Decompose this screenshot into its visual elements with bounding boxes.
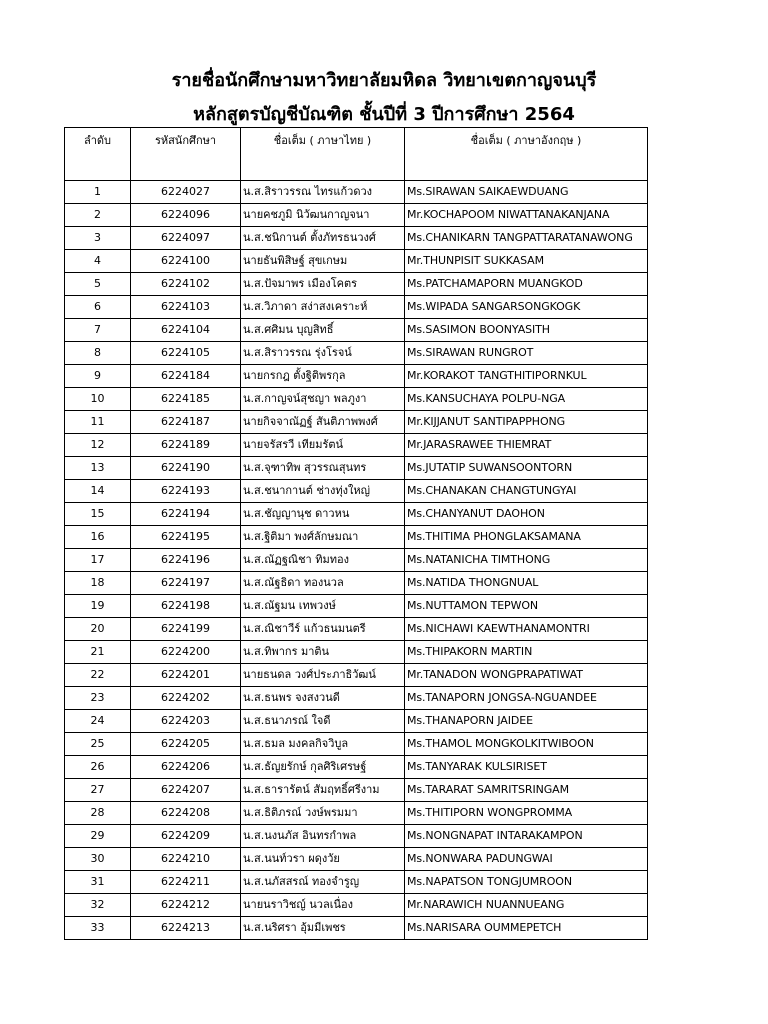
row-order: 19 xyxy=(65,595,131,618)
row-order: 11 xyxy=(65,411,131,434)
row-student-id: 6224187 xyxy=(131,411,241,434)
row-student-id: 6224185 xyxy=(131,388,241,411)
row-thai-name: น.ส.ณัฏฐณิชา ทิมทอง xyxy=(241,549,405,572)
row-order: 24 xyxy=(65,710,131,733)
row-thai-name: น.ส.นภัสสรณ์ ทองจำรูญ xyxy=(241,871,405,894)
row-order: 4 xyxy=(65,250,131,273)
table-row xyxy=(65,549,648,572)
row-thai-name: น.ส.ธิติภรณ์ วงษ์พรมมา xyxy=(241,802,405,825)
row-english-name: Ms.THITIMA PHONGLAKSAMANA xyxy=(405,526,648,549)
row-thai-name: น.ส.ธมล มงคลกิจวิบูล xyxy=(241,733,405,756)
row-order: 23 xyxy=(65,687,131,710)
table-header-row xyxy=(65,128,648,181)
table-row xyxy=(65,917,648,940)
row-thai-name: น.ส.ณัฐธิดา ทองนวล xyxy=(241,572,405,595)
table-row xyxy=(65,526,648,549)
row-thai-name: นายนราวิชญ์ นวลเนื่อง xyxy=(241,894,405,917)
table-row xyxy=(65,572,648,595)
row-order: 29 xyxy=(65,825,131,848)
row-english-name: Ms.NATANICHA TIMTHONG xyxy=(405,549,648,572)
row-thai-name: น.ส.ชนากานต์ ช่างทุ่งใหญ่ xyxy=(241,480,405,503)
row-student-id: 6224196 xyxy=(131,549,241,572)
row-english-name: Ms.THAMOL MONGKOLKITWIBOON xyxy=(405,733,648,756)
table-row xyxy=(65,894,648,917)
row-order: 33 xyxy=(65,917,131,940)
table-row xyxy=(65,618,648,641)
row-order: 27 xyxy=(65,779,131,802)
table-row xyxy=(65,756,648,779)
row-student-id: 6224103 xyxy=(131,296,241,319)
header-thai-name: ชื่อเต็ม ( ภาษาไทย ) xyxy=(241,128,405,181)
row-thai-name: น.ส.ชัญญานุช ดาวหน xyxy=(241,503,405,526)
row-english-name: Ms.NAPATSON TONGJUMROON xyxy=(405,871,648,894)
row-thai-name: น.ส.ธัญยรักษ์ กุลศิริเศรษฐ์ xyxy=(241,756,405,779)
row-order: 21 xyxy=(65,641,131,664)
row-student-id: 6224027 xyxy=(131,181,241,204)
row-thai-name: นายกรกฎ ตั้งฐิติพรกุล xyxy=(241,365,405,388)
row-english-name: Ms.NICHAWI KAEWTHANAMONTRI xyxy=(405,618,648,641)
row-thai-name: น.ส.นนท์วรา ผดุงวัย xyxy=(241,848,405,871)
row-thai-name: น.ส.ทิพากร มาติน xyxy=(241,641,405,664)
row-student-id: 6224189 xyxy=(131,434,241,457)
row-order: 26 xyxy=(65,756,131,779)
row-order: 3 xyxy=(65,227,131,250)
row-order: 8 xyxy=(65,342,131,365)
row-order: 16 xyxy=(65,526,131,549)
row-english-name: Mr.NARAWICH NUANNUEANG xyxy=(405,894,648,917)
row-thai-name: น.ส.ฐิติมา พงศ์ลักษมณา xyxy=(241,526,405,549)
row-thai-name: น.ส.กาญจน์สุชญา พลภูงา xyxy=(241,388,405,411)
row-thai-name: น.ส.ณัฐมน เทพวงษ์ xyxy=(241,595,405,618)
table-row xyxy=(65,687,648,710)
row-order: 18 xyxy=(65,572,131,595)
header-student-id: รหัสนักศึกษา xyxy=(131,128,241,181)
table-row xyxy=(65,411,648,434)
row-thai-name: น.ส.ปัจมาพร เมืองโคตร xyxy=(241,273,405,296)
row-order: 2 xyxy=(65,204,131,227)
row-student-id: 6224195 xyxy=(131,526,241,549)
row-student-id: 6224209 xyxy=(131,825,241,848)
row-english-name: Ms.NARISARA OUMMEPETCH xyxy=(405,917,648,940)
table-row xyxy=(65,595,648,618)
row-thai-name: นายกิจจาณัฏฐ์ สันติภาพพงศ์ xyxy=(241,411,405,434)
row-english-name: Ms.THIPAKORN MARTIN xyxy=(405,641,648,664)
table-row xyxy=(65,273,648,296)
table-row xyxy=(65,480,648,503)
table-row xyxy=(65,848,648,871)
row-english-name: Mr.THUNPISIT SUKKASAM xyxy=(405,250,648,273)
row-thai-name: น.ส.ธารารัตน์ สัมฤทธิ์ศรีงาม xyxy=(241,779,405,802)
row-order: 12 xyxy=(65,434,131,457)
table-row xyxy=(65,733,648,756)
row-english-name: Ms.NUTTAMON TEPWON xyxy=(405,595,648,618)
document-title: รายชื่อนักศึกษามหาวิทยาลัยมหิดล วิทยาเขตกาญจนบุรี xyxy=(171,70,597,91)
row-thai-name: น.ส.สิราวรรณ ไทรแก้วดวง xyxy=(241,181,405,204)
row-order: 32 xyxy=(65,894,131,917)
row-english-name: Mr.JARASRAWEE THIEMRAT xyxy=(405,434,648,457)
table-row xyxy=(65,503,648,526)
row-student-id: 6224197 xyxy=(131,572,241,595)
row-english-name: Ms.WIPADA SANGARSONGKOGK xyxy=(405,296,648,319)
row-english-name: Ms.SIRAWAN SAIKAEWDUANG xyxy=(405,181,648,204)
table-row xyxy=(65,296,648,319)
table-row xyxy=(65,388,648,411)
row-student-id: 6224213 xyxy=(131,917,241,940)
row-student-id: 6224201 xyxy=(131,664,241,687)
row-student-id: 6224102 xyxy=(131,273,241,296)
row-thai-name: นายคชภูมิ นิวัฒนกาญจนา xyxy=(241,204,405,227)
row-order: 17 xyxy=(65,549,131,572)
row-english-name: Ms.TANYARAK KULSIRISET xyxy=(405,756,648,779)
row-student-id: 6224198 xyxy=(131,595,241,618)
row-english-name: Ms.SIRAWAN RUNGROT xyxy=(405,342,648,365)
row-student-id: 6224193 xyxy=(131,480,241,503)
row-thai-name: นายธนดล วงศ์ประภาธิวัฒน์ xyxy=(241,664,405,687)
row-english-name: Ms.CHANIKARN TANGPATTARATANAWONG xyxy=(405,227,648,250)
row-thai-name: น.ส.วิภาดา สง่าสงเคราะห์ xyxy=(241,296,405,319)
row-student-id: 6224206 xyxy=(131,756,241,779)
row-student-id: 6224194 xyxy=(131,503,241,526)
row-thai-name: น.ส.ณิชาวีร์ แก้วธนมนตรี xyxy=(241,618,405,641)
row-english-name: Ms.NONWARA PADUNGWAI xyxy=(405,848,648,871)
row-english-name: Ms.KANSUCHAYA POLPU-NGA xyxy=(405,388,648,411)
row-order: 28 xyxy=(65,802,131,825)
row-thai-name: นายธันพิสิษฐ์ สุขเกษม xyxy=(241,250,405,273)
table-row xyxy=(65,457,648,480)
table-row xyxy=(65,664,648,687)
row-order: 6 xyxy=(65,296,131,319)
table-row xyxy=(65,779,648,802)
row-english-name: Ms.CHANYANUT DAOHON xyxy=(405,503,648,526)
row-order: 25 xyxy=(65,733,131,756)
row-student-id: 6224208 xyxy=(131,802,241,825)
row-student-id: 6224100 xyxy=(131,250,241,273)
row-student-id: 6224211 xyxy=(131,871,241,894)
row-order: 15 xyxy=(65,503,131,526)
row-thai-name: น.ส.สิราวรรณ รุ่งโรจน์ xyxy=(241,342,405,365)
table-row xyxy=(65,204,648,227)
row-order: 22 xyxy=(65,664,131,687)
row-student-id: 6224105 xyxy=(131,342,241,365)
row-english-name: Mr.KIJJANUT SANTIPAPPHONG xyxy=(405,411,648,434)
row-thai-name: นายจรัสรวี เทียมรัตน์ xyxy=(241,434,405,457)
row-thai-name: น.ส.ชนิกานต์ ตั้งภัทรธนวงศ์ xyxy=(241,227,405,250)
row-english-name: Mr.TANADON WONGPRAPATIWAT xyxy=(405,664,648,687)
row-english-name: Mr.KOCHAPOOM NIWATTANAKANJANA xyxy=(405,204,648,227)
row-english-name: Ms.PATCHAMAPORN MUANGKOD xyxy=(405,273,648,296)
table-row xyxy=(65,319,648,342)
table-row xyxy=(65,227,648,250)
header-english-name: ชื่อเต็ม ( ภาษาอังกฤษ ) xyxy=(405,128,648,181)
table-row xyxy=(65,710,648,733)
row-order: 5 xyxy=(65,273,131,296)
table-row xyxy=(65,342,648,365)
row-thai-name: น.ส.ศศิมน บุญสิทธิ์ xyxy=(241,319,405,342)
row-order: 31 xyxy=(65,871,131,894)
row-student-id: 6224200 xyxy=(131,641,241,664)
table-row xyxy=(65,825,648,848)
row-english-name: Ms.TARARAT SAMRITSRINGAM xyxy=(405,779,648,802)
row-thai-name: น.ส.ธนาภรณ์ ใจดี xyxy=(241,710,405,733)
row-student-id: 6224210 xyxy=(131,848,241,871)
row-english-name: Mr.KORAKOT TANGTHITIPORNKUL xyxy=(405,365,648,388)
table-row xyxy=(65,365,648,388)
table-row xyxy=(65,641,648,664)
row-student-id: 6224202 xyxy=(131,687,241,710)
document-subtitle: หลักสูตรบัญชีบัณฑิต ชั้นปีที่ 3 ปีการศึกษา 2564 xyxy=(193,104,575,125)
row-english-name: Ms.TANAPORN JONGSA-NGUANDEE xyxy=(405,687,648,710)
row-student-id: 6224207 xyxy=(131,779,241,802)
row-order: 10 xyxy=(65,388,131,411)
row-student-id: 6224097 xyxy=(131,227,241,250)
row-english-name: Ms.THANAPORN JAIDEE xyxy=(405,710,648,733)
row-english-name: Ms.NATIDA THONGNUAL xyxy=(405,572,648,595)
table-row xyxy=(65,802,648,825)
table-row xyxy=(65,250,648,273)
row-order: 9 xyxy=(65,365,131,388)
row-order: 1 xyxy=(65,181,131,204)
row-order: 7 xyxy=(65,319,131,342)
row-english-name: Ms.SASIMON BOONYASITH xyxy=(405,319,648,342)
row-order: 14 xyxy=(65,480,131,503)
row-english-name: Ms.NONGNAPAT INTARAKAMPON xyxy=(405,825,648,848)
table-row xyxy=(65,871,648,894)
row-student-id: 6224190 xyxy=(131,457,241,480)
table-row xyxy=(65,434,648,457)
row-english-name: Ms.CHANAKAN CHANGTUNGYAI xyxy=(405,480,648,503)
row-student-id: 6224205 xyxy=(131,733,241,756)
row-student-id: 6224184 xyxy=(131,365,241,388)
row-thai-name: น.ส.ธนพร จงสงวนดี xyxy=(241,687,405,710)
row-order: 30 xyxy=(65,848,131,871)
table-row xyxy=(65,181,648,204)
row-student-id: 6224096 xyxy=(131,204,241,227)
row-thai-name: น.ส.นริศรา อุ้มมีเพชร xyxy=(241,917,405,940)
row-thai-name: น.ส.จุฑาทิพ สุวรรณสุนทร xyxy=(241,457,405,480)
row-student-id: 6224203 xyxy=(131,710,241,733)
header-order: ลำดับ xyxy=(65,128,131,181)
student-table xyxy=(64,127,648,940)
row-thai-name: น.ส.นงนภัส อินทรกำพล xyxy=(241,825,405,848)
row-english-name: Ms.THITIPORN WONGPROMMA xyxy=(405,802,648,825)
row-order: 20 xyxy=(65,618,131,641)
row-english-name: Ms.JUTATIP SUWANSOONTORN xyxy=(405,457,648,480)
row-order: 13 xyxy=(65,457,131,480)
row-student-id: 6224212 xyxy=(131,894,241,917)
row-student-id: 6224104 xyxy=(131,319,241,342)
row-student-id: 6224199 xyxy=(131,618,241,641)
